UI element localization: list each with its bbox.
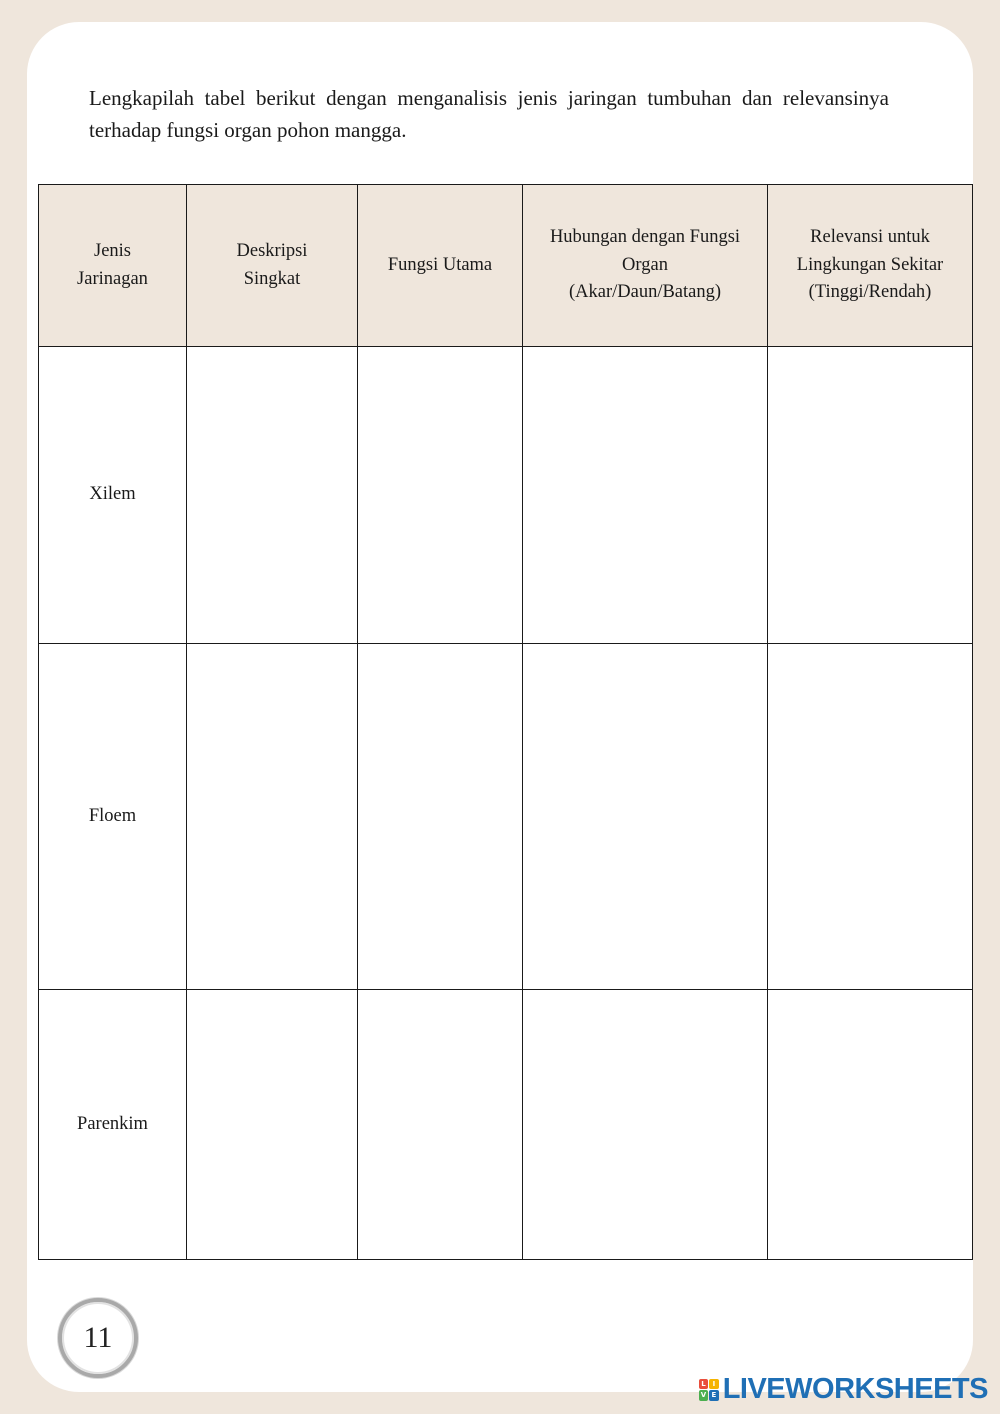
answer-cell-floem-hubungan[interactable] [523, 644, 768, 990]
answer-cell-parenkim-fungsi[interactable] [358, 990, 523, 1260]
answer-cell-xilem-deskripsi[interactable] [187, 347, 358, 644]
liveworksheets-logo-icon [699, 1379, 719, 1401]
logo-letter: I [709, 1379, 719, 1390]
table-header-row [39, 185, 973, 347]
logo-letter: E [709, 1390, 719, 1401]
header-deskripsi-singkat: Deskripsi Singkat [187, 185, 358, 347]
answer-cell-parenkim-hubungan[interactable] [523, 990, 768, 1260]
answer-cell-parenkim-relevansi[interactable] [768, 990, 973, 1260]
instruction-text: Lengkapilah tabel berikut dengan menganalisis jenis jaringan tumbuhan dan relevansinya terhadap fungsi organ pohon mangga. [89, 86, 889, 142]
liveworksheets-brand [699, 1373, 988, 1406]
answer-cell-floem-fungsi[interactable] [358, 644, 523, 990]
header-relevansi-lingkungan: Relevansi untuk Lingkungan Sekitar (Tinggi/Rendah) [768, 185, 973, 347]
brand-name: LIVEWORKSHEETS [722, 1373, 988, 1405]
logo-letter: L [699, 1379, 709, 1390]
header-hubungan-fungsi-organ: Hubungan dengan Fungsi Organ (Akar/Daun/Batang) [523, 185, 768, 347]
table-row [39, 644, 973, 990]
row-label-xilem: Xilem [39, 347, 187, 644]
answer-cell-xilem-fungsi[interactable] [358, 347, 523, 644]
row-label-parenkim: Parenkim [39, 990, 187, 1260]
logo-letter: V [699, 1390, 709, 1401]
table-row [39, 347, 973, 644]
answer-cell-xilem-relevansi[interactable] [768, 347, 973, 644]
answer-cell-floem-relevansi[interactable] [768, 644, 973, 990]
page-number-badge [58, 1298, 138, 1378]
answer-cell-xilem-hubungan[interactable] [523, 347, 768, 644]
header-fungsi-utama: Fungsi Utama [358, 185, 523, 347]
page-number: 11 [83, 1321, 113, 1354]
tissue-analysis-table [38, 184, 973, 1260]
table-row [39, 990, 973, 1260]
answer-cell-parenkim-deskripsi[interactable] [187, 990, 358, 1260]
header-jenis-jaringan: Jenis Jarinagan [39, 185, 187, 347]
answer-cell-floem-deskripsi[interactable] [187, 644, 358, 990]
row-label-floem: Floem [39, 644, 187, 990]
